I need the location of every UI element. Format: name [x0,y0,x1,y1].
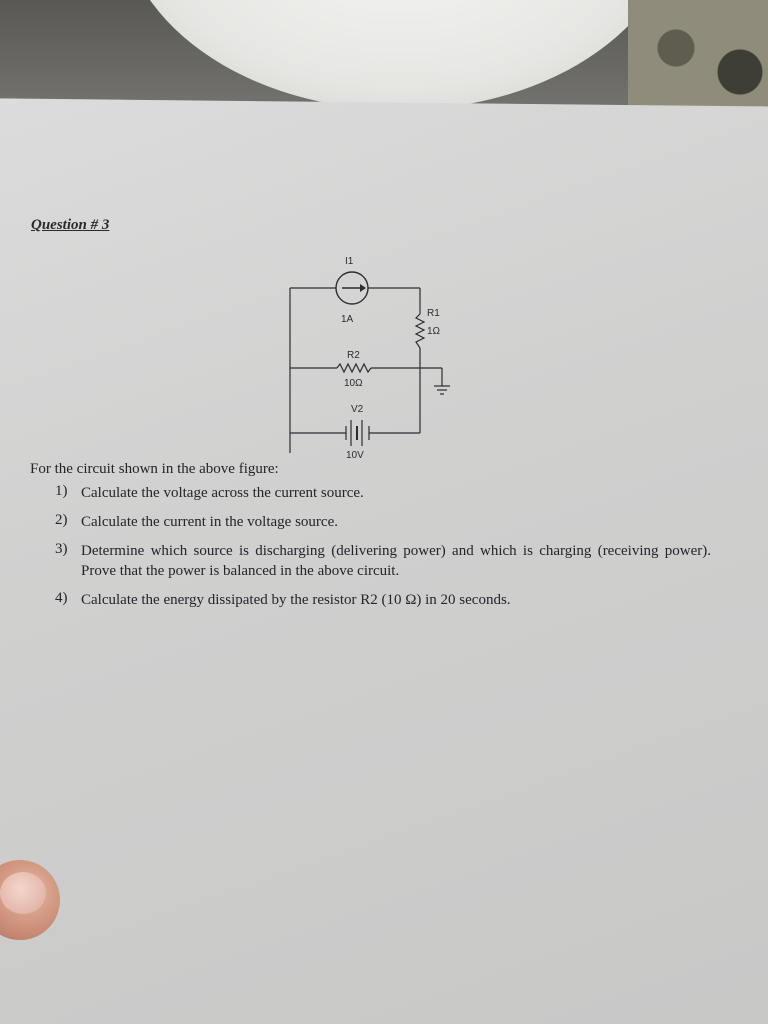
intro-text: For the circuit shown in the above figure: [30,461,279,477]
r1-label: R1 [427,308,440,319]
question-text: Calculate the energy dissipated by the resistor R2 (10 Ω) in 20 seconds. [81,592,511,608]
r1-value: 1Ω [427,326,441,337]
v2-label: V2 [351,404,364,415]
fingernail [0,872,46,914]
r2-label: R2 [347,350,360,361]
question-text: Determine which source is discharging (delivering power) and which is charging (receiving power). Prove that the power is balanced in the above circuit. [81,543,711,579]
i1-value: 1A [341,314,354,325]
question-number: 2) [55,512,68,528]
question-title: Question # 3 [31,217,110,233]
i1-label: I1 [345,256,354,267]
question-item [55,483,711,503]
question-item [55,512,711,532]
v2-value: 10V [346,450,364,461]
question-text: Calculate the voltage across the current source. [81,485,364,501]
r2-value: 10Ω [344,378,363,389]
question-item [55,541,711,581]
question-number: 4) [55,590,68,606]
question-text: Calculate the current in the voltage source. [81,514,338,530]
question-number: 1) [55,483,68,499]
question-item [55,590,711,610]
question-number: 3) [55,541,68,557]
